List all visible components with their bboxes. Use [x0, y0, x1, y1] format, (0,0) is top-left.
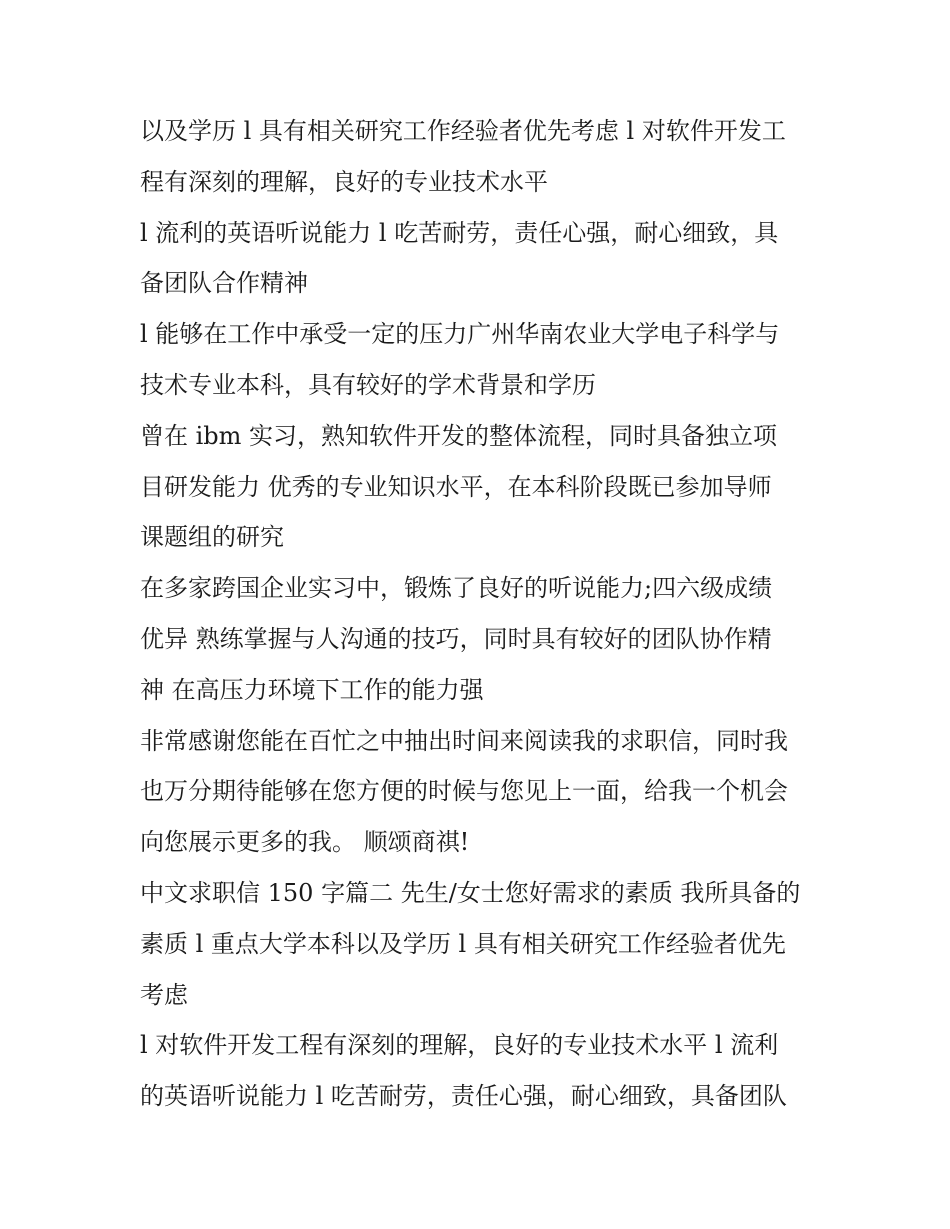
text-line: 也万分期待能够在您方便的时候与您见上一面，给我一个机会 [140, 777, 788, 806]
text-line: 目研发能力 优秀的专业知识水平，在本科阶段既已参加导师 [140, 472, 772, 501]
text-line: 程有深刻的理解，良好的专业技术水平 [140, 167, 548, 196]
text-line: 的英语听说能力 l 吃苦耐劳，责任心强，耐心细致，具备团队 [140, 1082, 787, 1111]
text-line: 技术专业本科，具有较好的学术背景和学历 [140, 370, 596, 399]
document-body [140, 106, 830, 1122]
text-line: 素质 l 重点大学本科以及学历 l 具有相关研究工作经验者优先 [140, 929, 786, 958]
text-line: 非常感谢您能在百忙之中抽出时间来阅读我的求职信，同时我 [140, 726, 788, 755]
text-line: 课题组的研究 [140, 523, 284, 552]
text-line: 考虑 [140, 980, 188, 1009]
text-line: l 能够在工作中承受一定的压力广州华南农业大学电子科学与 [140, 320, 780, 349]
text-line: 向您展示更多的我。 顺颂商祺! [140, 828, 470, 857]
text-line: 备团队合作精神 [140, 269, 308, 298]
text-line: 中文求职信 150 字篇二 先生/女士您好需求的素质 我所具备的 [140, 878, 801, 907]
text-line: 神 在高压力环境下工作的能力强 [140, 675, 484, 704]
text-line: 在多家跨国企业实习中，锻炼了良好的听说能力;四六级成绩 [140, 574, 773, 603]
text-line: l 流利的英语听说能力 l 吃苦耐劳，责任心强，耐心细致，具 [140, 218, 779, 247]
text-line: 优异 熟练掌握与人沟通的技巧，同时具有较好的团队协作精 [140, 624, 772, 653]
text-line: 曾在 ibm 实习，熟知软件开发的整体流程，同时具备独立项 [140, 421, 778, 450]
text-line: l 对软件开发工程有深刻的理解，良好的专业技术水平 l 流利 [140, 1031, 779, 1060]
text-line: 以及学历 l 具有相关研究工作经验者优先考虑 l 对软件开发工 [140, 117, 786, 145]
